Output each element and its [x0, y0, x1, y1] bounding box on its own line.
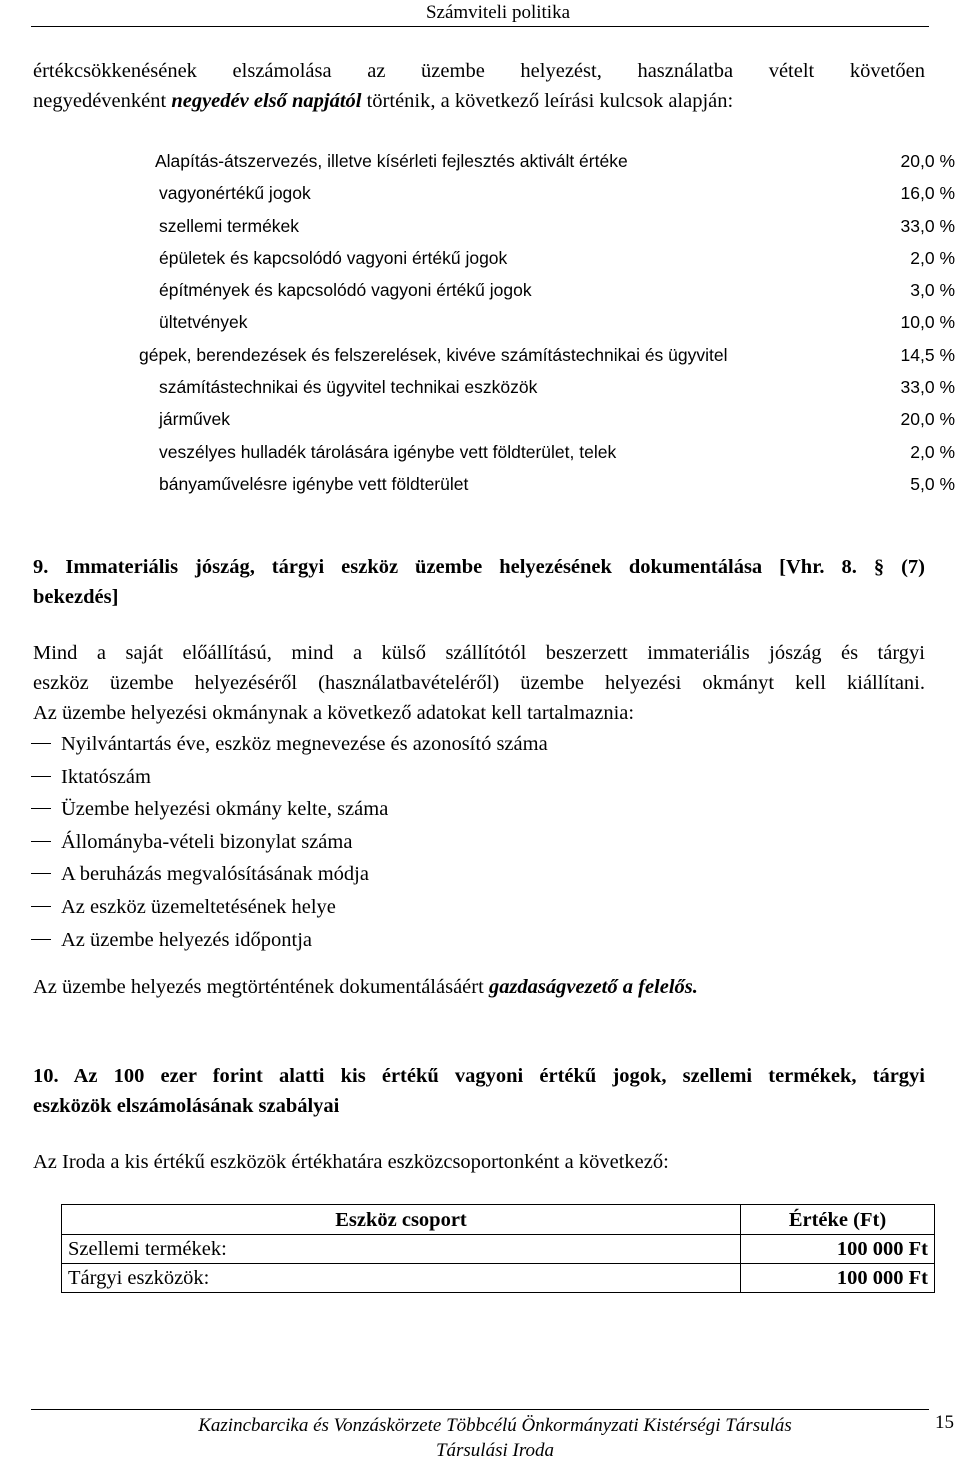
section-10-heading-line-1: 10. Az 100 ezer forint alatti kis értékű vagyoni értékű jogok, szellemi termékek, tárgyi: [33, 1065, 925, 1087]
table-cell-group: Szellemi termékek:: [62, 1235, 741, 1264]
rate-label: épületek és kapcsolódó vagyoni értékű jogok: [159, 247, 508, 268]
footer-office: Társulási Iroda: [435, 1440, 555, 1461]
rate-value: 5,0 %: [910, 473, 955, 494]
rate-value: 3,0 %: [910, 280, 955, 301]
rate-label: gépek, berendezések és felszerelések, kivéve számítástechnikai és ügyvitel: [139, 344, 728, 365]
rate-label: vagyonértékű jogok: [159, 183, 311, 204]
list-item-text: Iktatószám: [61, 765, 151, 788]
closing-emphasis: gazdaságvezető a felelős.: [488, 976, 698, 998]
list-item-text: Állományba-vételi bizonylat száma: [61, 830, 353, 853]
section-10-heading-line-2: eszközök elszámolásának szabályai: [33, 1095, 340, 1117]
table-header-row: [62, 1205, 935, 1235]
rate-row: [153, 242, 955, 274]
list-item-text: Nyilvántartás éve, eszköz megnevezése és azonosító száma: [61, 733, 548, 755]
rate-label: szellemi termékek: [159, 215, 300, 236]
rate-row: [153, 210, 955, 242]
footer-organization: Kazincbarcika és Vonzáskörzete Többcélú Önkormányzati Kistérségi Társulás: [198, 1415, 792, 1436]
intro-emphasis: negyedév első napjától: [171, 90, 362, 112]
rate-value: 20,0 %: [900, 151, 955, 171]
rate-row: [153, 145, 955, 177]
rate-row: [153, 468, 955, 500]
list-item-text: Az eszköz üzemeltetésének helye: [61, 895, 336, 918]
rate-row: [153, 436, 955, 468]
section-9-heading-line-2: bekezdés]: [33, 586, 119, 608]
rate-label: járművek: [159, 409, 230, 430]
rate-value: 2,0 %: [910, 247, 955, 268]
rate-value: 10,0 %: [900, 312, 955, 333]
column-header-group: Eszköz csoport: [62, 1205, 741, 1235]
section-9-heading: [33, 552, 925, 612]
rate-value: 33,0 %: [900, 377, 955, 398]
page-footer: [100, 1413, 890, 1463]
dash-bullet-icon: [31, 808, 51, 809]
rate-value: 33,0 %: [900, 215, 955, 236]
table-cell-group: Tárgyi eszközök:: [62, 1264, 741, 1293]
section-9-closing: [33, 972, 925, 1002]
page-header: [0, 0, 960, 24]
section-9-para-line-1: Mind a saját előállítású, mind a külső szállítótól beszerzett immateriális jószág és tárgyi: [33, 642, 925, 664]
page-number: 15: [935, 1412, 954, 1433]
rate-label: bányaművelésre igénybe vett földterület: [159, 473, 469, 494]
section-9-para-line-3: Az üzembe helyezési okmánynak a következő adatokat kell tartalmaznia:: [33, 702, 635, 724]
table-cell-value: 100 000 Ft: [741, 1264, 935, 1293]
section-9-heading-line-1: 9. Immateriális jószág, tárgyi eszköz üzembe helyezésének dokumentálása [Vhr. 8. § (7): [33, 556, 925, 578]
threshold-table: [61, 1204, 935, 1293]
rate-value: 16,0 %: [900, 183, 955, 204]
rate-row: [153, 306, 955, 338]
rate-value: 14,5 %: [900, 344, 955, 365]
header-divider: [31, 26, 929, 27]
section-10-intro: [33, 1147, 925, 1177]
rate-row: [153, 177, 955, 209]
rate-row: [153, 274, 955, 306]
dash-bullet-icon: [31, 776, 51, 777]
intro-line-2-start: negyedévenként: [33, 90, 167, 112]
section-9-paragraph: [33, 638, 925, 728]
list-item-text: A beruházás megvalósításának módja: [61, 863, 369, 886]
rate-label: ültetvények: [159, 312, 248, 333]
section-10-heading: [33, 1061, 925, 1121]
section-10-intro-text: Az Iroda a kis értékű eszközök értékhatára eszközcsoportonként a következő:: [33, 1151, 669, 1173]
closing-text: Az üzembe helyezés megtörténtének dokumentálásáért: [33, 976, 484, 998]
rate-row: [153, 403, 955, 435]
table-row: [62, 1264, 935, 1293]
intro-line-2-end: történik, a következő leírási kulcsok alapján:: [366, 90, 734, 112]
dash-bullet-icon: [31, 743, 51, 744]
rate-label: veszélyes hulladék tárolására igénybe vett földterület, telek: [159, 441, 617, 462]
table-row: [62, 1235, 935, 1264]
dash-bullet-icon: [31, 841, 51, 842]
column-header-value: Értéke (Ft): [741, 1205, 935, 1235]
list-item-text: Üzembe helyezési okmány kelte, száma: [61, 798, 389, 821]
rate-row: [153, 371, 955, 403]
table-cell-value: 100 000 Ft: [741, 1235, 935, 1264]
section-9-para-line-2: eszköz üzembe helyezéséről (használatbavételéről) üzembe helyezési okmányt kell kiállítani.: [33, 672, 925, 694]
rate-label: építmények és kapcsolódó vagyoni értékű jogok: [159, 280, 532, 301]
rate-label: számítástechnikai és ügyvitel technikai eszközök: [159, 377, 538, 398]
intro-paragraph: [33, 56, 925, 116]
depreciation-rates-list: [139, 145, 955, 500]
list-item-text: Az üzembe helyezés időpontja: [61, 928, 313, 951]
dash-bullet-icon: [31, 939, 51, 940]
dash-bullet-icon: [31, 873, 51, 874]
rate-value: 2,0 %: [910, 441, 955, 462]
intro-line-2: [33, 86, 925, 116]
footer-divider: [31, 1409, 929, 1410]
rate-row: [139, 339, 955, 371]
intro-line-1: értékcsökkenésének elszámolása az üzembe helyezést, használatba vételt követően: [33, 60, 925, 82]
rate-label: Alapítás-átszervezés, illetve kísérleti fejlesztés aktivált értéke: [155, 151, 628, 171]
rate-value: 20,0 %: [900, 409, 955, 430]
dash-bullet-icon: [31, 906, 51, 907]
header-title: Számviteli politika: [425, 2, 570, 23]
